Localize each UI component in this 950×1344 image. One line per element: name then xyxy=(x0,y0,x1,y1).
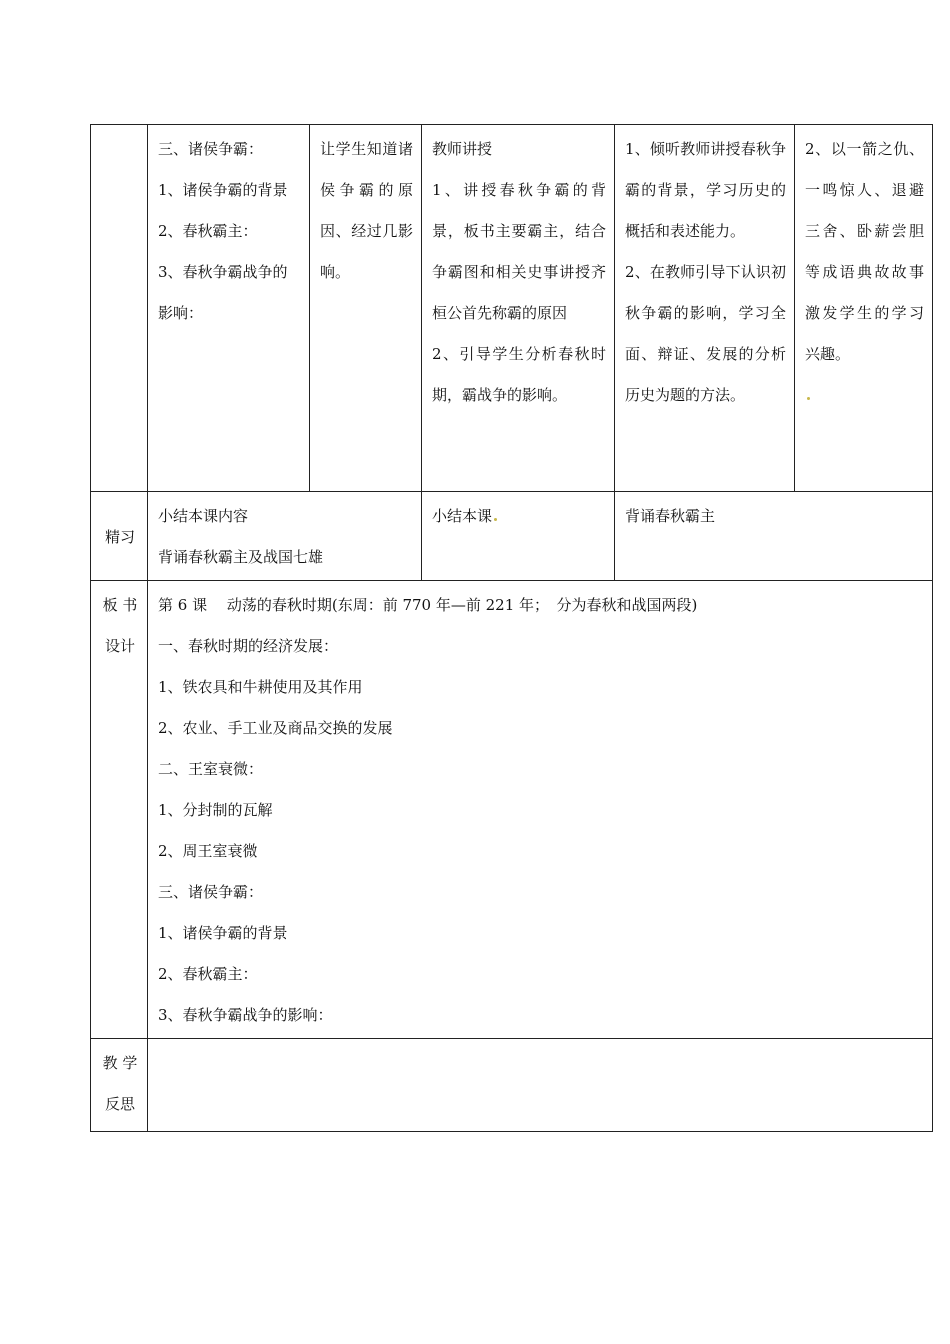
review-line: 小结本课内容 xyxy=(158,507,249,525)
content-line: 三、诸侯争霸： xyxy=(158,140,264,158)
design-intent-cell xyxy=(795,125,933,492)
teacher-step: 2、引导学生分析春秋时期，霸战争的影响。 xyxy=(432,345,606,404)
board-line: 2、春秋霸主： xyxy=(158,965,258,983)
content-line: 3、春秋争霸战争的影响： xyxy=(158,263,288,322)
reflection-cell xyxy=(148,1039,933,1132)
section-row-review xyxy=(91,492,933,581)
row-label: 设计 xyxy=(104,637,135,655)
student-step: 1、倾听教师讲授春秋争霸的背景，学习历史的概括和表述能力。 xyxy=(625,140,786,240)
board-line: 二、王室衰微： xyxy=(158,760,264,778)
goal-text: 让学生知道诸侯争霸的原因、经过几影响。 xyxy=(320,140,413,281)
student-activity-cell xyxy=(615,125,795,492)
teacher-step: 1、讲授春秋争霸的背景，板书主要霸主，结合争霸图和相关史事讲授齐桓公首先称霸的原因 xyxy=(432,181,606,322)
board-line: 一、春秋时期的经济发展： xyxy=(158,637,339,655)
review-student-text: 背诵春秋霸主 xyxy=(625,507,716,525)
row-label-cell xyxy=(91,1039,148,1132)
teacher-heading: 教师讲授 xyxy=(432,140,493,158)
dot-mark xyxy=(807,397,810,400)
row-label-cell xyxy=(91,125,148,492)
review-teacher-text: 小结本课 xyxy=(432,507,493,525)
board-design-cell xyxy=(148,581,933,1039)
content-line: 2、春秋霸主： xyxy=(158,222,258,240)
teacher-activity-cell xyxy=(422,125,615,492)
board-line: 1、铁农具和牛耕使用及其作用 xyxy=(158,678,363,696)
row-label: 板 书 xyxy=(102,596,138,614)
board-line: 3、春秋争霸战争的影响： xyxy=(158,1006,333,1024)
board-line: 1、分封制的瓦解 xyxy=(158,801,273,819)
section-row-reflection xyxy=(91,1039,933,1132)
board-line: 三、诸侯争霸： xyxy=(158,883,264,901)
section-row-board xyxy=(91,581,933,1039)
section-row-content xyxy=(91,125,933,492)
row-label-cell xyxy=(91,492,148,581)
student-step: 2、在教师引导下认识初秋争霸的影响，学习全面、辩证、发展的分析历史为题的方法。 xyxy=(625,263,786,404)
board-line: 2、周王室衰微 xyxy=(158,842,258,860)
lesson-plan-table xyxy=(90,124,933,1132)
row-label: 精习 xyxy=(104,527,135,546)
board-line: 1、诸侯争霸的背景 xyxy=(158,924,288,942)
goal-cell xyxy=(310,125,422,492)
row-label-cell xyxy=(91,581,148,1039)
review-line: 背诵春秋霸主及战国七雄 xyxy=(158,548,324,566)
review-student-cell xyxy=(615,492,933,581)
board-line: 2、农业、手工业及商品交换的发展 xyxy=(158,719,393,737)
design-intent-text: 2、以一箭之仇、一鸣惊人、退避三舍、卧薪尝胆等成语典故故事激发学生的学习兴趣。 xyxy=(805,140,924,363)
row-label: 反思 xyxy=(104,1095,135,1113)
review-teacher-cell xyxy=(422,492,615,581)
board-line: 第 6 课 动荡的春秋时期(东周：前 770 年—前 221 年； 分为春秋和战国两段) xyxy=(158,596,698,614)
content-line: 1、诸侯争霸的背景 xyxy=(158,181,288,199)
row-label: 教 学 xyxy=(102,1054,138,1072)
content-cell xyxy=(148,125,310,492)
review-content-cell xyxy=(148,492,422,581)
dot-mark xyxy=(494,518,497,521)
